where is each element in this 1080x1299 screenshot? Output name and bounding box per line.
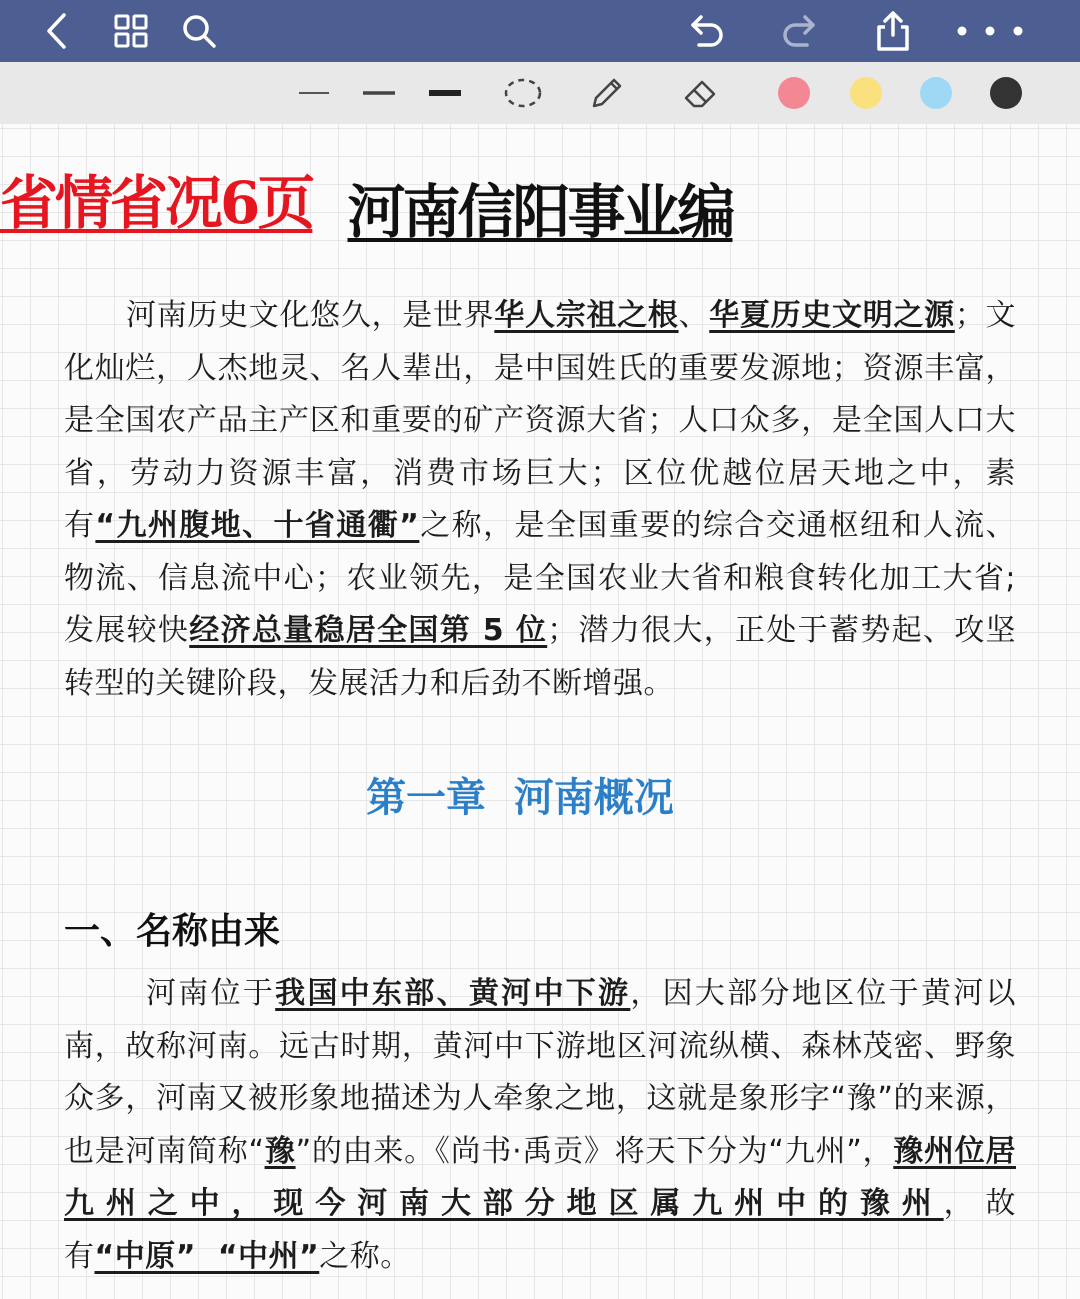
body-text: ”的由来。《尚书·禹贡》将天下分为“九州”， xyxy=(295,1133,894,1169)
intro-text: ；潜力很大，正处于蓄势起、攻坚转型的关键阶段，发展活力和后劲不断增强。 xyxy=(64,613,1017,701)
lasso-icon[interactable] xyxy=(502,74,544,112)
thin-stroke-icon[interactable] xyxy=(298,74,330,112)
thick-stroke-icon[interactable] xyxy=(428,74,462,112)
tool-bar xyxy=(0,62,1080,124)
body-highlight: 豫 xyxy=(264,1133,296,1169)
grid-icon[interactable] xyxy=(108,8,154,54)
body-paragraph xyxy=(64,968,1016,1283)
body-text: ，故有 xyxy=(64,1186,1017,1274)
share-icon[interactable] xyxy=(870,8,916,54)
pink-color-swatch[interactable] xyxy=(778,77,810,109)
body-text: ，因大部分地区位于黄河以南，故称河南。远古时期，黄河中下游地区河流纵横、森林茂密、野象众多，河南又被形象地描述为人牵象之地，这就是象形字“豫”的来源，也是河南简称“ xyxy=(64,976,1017,1169)
pencil-icon[interactable] xyxy=(586,74,628,112)
medium-stroke-icon[interactable] xyxy=(362,74,396,112)
body-highlight: “中原” “中州” xyxy=(94,1238,320,1274)
back-icon[interactable] xyxy=(34,8,80,54)
intro-highlight: 华人宗祖之根 xyxy=(494,298,679,333)
section-heading: 一、名称由来 xyxy=(64,911,281,952)
body-highlight: 豫州位居九州之中，现今河南大部分地区属九州中的豫州 xyxy=(64,1133,1017,1221)
yellow-color-swatch[interactable] xyxy=(850,77,882,109)
intro-highlight: “九州腹地、十省通衢” xyxy=(95,508,420,543)
intro-text: 、 xyxy=(678,298,710,333)
body-text: 之称。 xyxy=(319,1238,411,1274)
intro-paragraph xyxy=(64,290,1016,710)
redo-icon[interactable] xyxy=(776,8,822,54)
more-icon[interactable] xyxy=(950,8,1030,54)
intro-text: ；文化灿烂，人杰地灵、名人辈出，是中国姓氏的重要发源地；资源丰富，是全国农产品主产区和重要的矿产资源大省；人口众多，是全国人口大省，劳动力资源丰富，消费市场巨大；区位优越位居天地之中，素有 xyxy=(64,298,1017,543)
body-text: 河南位于 xyxy=(146,976,276,1011)
eraser-icon[interactable] xyxy=(680,74,722,112)
title-part-red: 省情省况6页 xyxy=(0,169,313,237)
intro-text: 河南历史文化悠久，是世界 xyxy=(126,298,495,333)
chapter-heading: 第一章 河南概况 xyxy=(366,775,674,821)
intro-highlight: 经济总量稳居全国第 5 位 xyxy=(189,613,548,648)
search-icon[interactable] xyxy=(176,8,222,54)
title-part-black: 河南信阳事业编 xyxy=(347,178,733,246)
blue-color-swatch[interactable] xyxy=(920,77,952,109)
black-color-swatch[interactable] xyxy=(990,77,1022,109)
page-title xyxy=(0,169,1080,252)
intro-text: 之称，是全国重要的综合交通枢纽和人流、物流、信息流中心；农业领先，是全国农业大省和粮食转化加工大省;发展较快 xyxy=(64,508,1017,648)
undo-icon[interactable] xyxy=(684,8,730,54)
intro-highlight: 华夏历史文明之源 xyxy=(709,298,955,333)
body-highlight: 我国中东部、黄河中下游 xyxy=(275,976,631,1011)
top-bar xyxy=(0,0,1080,62)
